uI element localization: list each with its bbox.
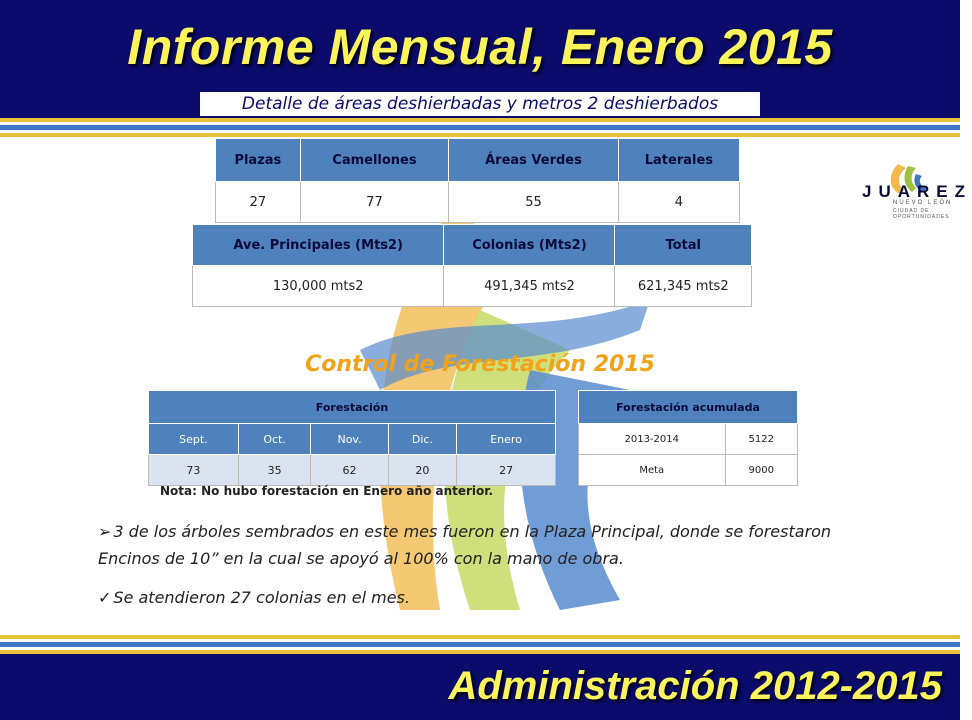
table-header-cell: Plazas <box>216 139 301 182</box>
logo-tagline: CIUDAD DE OPORTUNIDADES <box>893 208 950 220</box>
forestacion-table <box>148 390 556 486</box>
page-title: Informe Mensual, Enero 2015 <box>127 19 833 75</box>
table-header-cell: Camellones <box>300 139 448 182</box>
table-title-cell: Forestación acumulada <box>579 391 798 424</box>
bullet-item <box>98 584 798 611</box>
table-cell: 20 <box>388 455 457 486</box>
table-cell: 27 <box>457 455 556 486</box>
table-title-cell: Forestación <box>149 391 556 424</box>
page-subtitle: Detalle de áreas deshierbadas y metros 2 deshierbados <box>241 94 719 114</box>
logo-name: JUAREZ <box>862 182 972 201</box>
table-cell: 62 <box>311 455 388 486</box>
table-cell: 621,345 mts2 <box>615 266 752 307</box>
month-cell: Enero <box>457 424 556 455</box>
table-header-cell: Total <box>615 225 752 266</box>
table-header-row <box>216 139 740 182</box>
bullet-item <box>98 518 888 572</box>
footer-title: Administración 2012-2015 <box>448 664 942 708</box>
table-cell: 55 <box>449 182 619 223</box>
table-header-cell: Laterales <box>618 139 739 182</box>
table-header-cell: Ave. Principales (Mts2) <box>193 225 444 266</box>
checkmark-bullet-icon: ✓ <box>98 588 112 607</box>
arrow-bullet-icon: ➢ <box>98 522 112 541</box>
table-row <box>579 455 798 486</box>
table-cell: 35 <box>238 455 311 486</box>
table-cell: 5122 <box>725 424 798 455</box>
month-cell: Sept. <box>149 424 239 455</box>
header-bar <box>0 0 960 118</box>
table-header-row <box>149 391 556 424</box>
table-cell: 27 <box>216 182 301 223</box>
bullet-text: 3 de los árboles sembrados en este mes fueron en la Plaza Principal, donde se forestaron Encinos de 10” en la cual se apoyó al 100% con la mano de obra. <box>98 522 832 568</box>
bullet-text: Se atendieron 27 colonias en el mes. <box>113 588 410 607</box>
footer-bar <box>0 654 960 720</box>
table-month-row <box>149 424 556 455</box>
table-header-cell: Áreas Verdes <box>449 139 619 182</box>
areas-table <box>215 138 740 223</box>
table-cell: 2013-2014 <box>579 424 726 455</box>
logo-subline: NUEVO LEÓN <box>893 200 953 206</box>
table-cell: 77 <box>300 182 448 223</box>
table-row <box>216 182 740 223</box>
m2-table <box>192 224 752 307</box>
table-cell: 9000 <box>725 455 798 486</box>
table-cell: 4 <box>618 182 739 223</box>
month-cell: Nov. <box>311 424 388 455</box>
table-cell: Meta <box>579 455 726 486</box>
acumulada-table <box>578 390 798 486</box>
month-cell: Oct. <box>238 424 311 455</box>
table-header-row <box>193 225 752 266</box>
table-row <box>149 455 556 486</box>
table-header-row <box>579 391 798 424</box>
section-title: Control de Forestación 2015 <box>305 352 655 377</box>
table-cell: 491,345 mts2 <box>444 266 615 307</box>
note-text: Nota: No hubo forestación en Enero año anterior. <box>160 484 494 498</box>
header-stripe-gold-2 <box>0 133 960 137</box>
table-cell: 73 <box>149 455 239 486</box>
table-cell: 130,000 mts2 <box>193 266 444 307</box>
table-row <box>193 266 752 307</box>
month-cell: Dic. <box>388 424 457 455</box>
table-header-cell: Colonias (Mts2) <box>444 225 615 266</box>
table-row <box>579 424 798 455</box>
